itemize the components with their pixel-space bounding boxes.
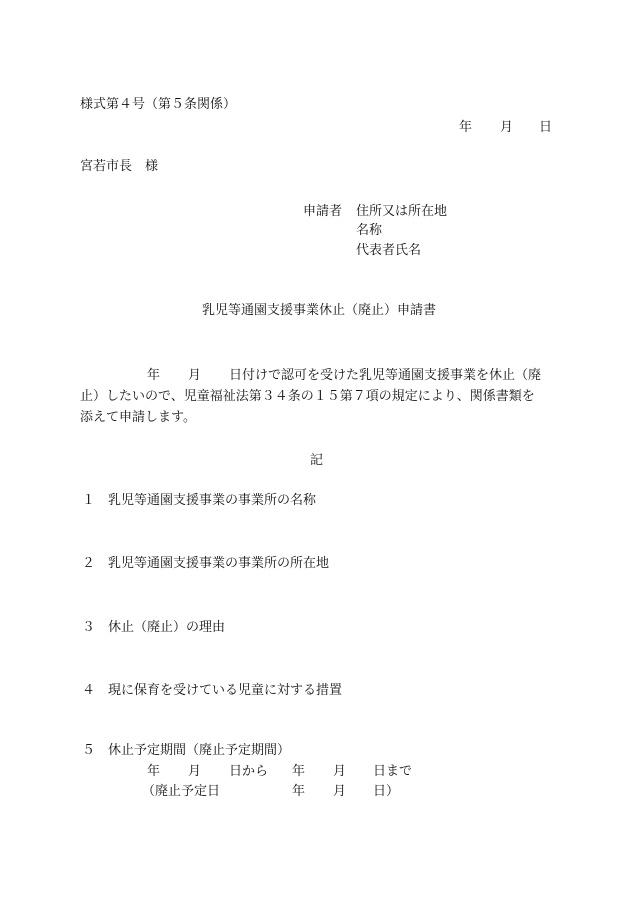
ki-heading: 記	[310, 453, 324, 468]
document-title: 乳児等通園支援事業休止（廃止）申請書	[202, 303, 437, 318]
item-4-number: ４	[82, 683, 96, 698]
representative-label: 代表者氏名	[356, 243, 422, 258]
item-1-text: 乳児等通園支援事業の事業所の名称	[108, 493, 317, 508]
period-year2: 年	[292, 764, 306, 779]
body-line3: 添えて申請します。	[80, 410, 196, 425]
item-5-number: ５	[82, 743, 96, 758]
period-from: 日から	[229, 764, 269, 779]
addressee: 宮若市長 様	[80, 159, 159, 174]
body-year: 年	[147, 368, 161, 383]
body-month: 月	[188, 368, 202, 383]
applicant-label: 申請者	[303, 204, 343, 219]
item-3-number: ３	[82, 620, 96, 635]
item-3-text: 休止（廃止）の理由	[108, 620, 226, 635]
date-day: 日	[539, 120, 553, 135]
item-2-text: 乳児等通園支援事業の事業所の所在地	[108, 556, 330, 571]
item-2-number: ２	[82, 556, 96, 571]
address-label: 住所又は所在地	[356, 204, 448, 219]
abolition-label: （廃止予定日	[142, 784, 221, 799]
body-line1-rest: 日付けで認可を受けた乳児等通園支援事業を休止（廃	[229, 368, 542, 383]
abolition-end: 日）	[373, 784, 400, 799]
item-5-text: 休止予定期間（廃止予定期間）	[108, 743, 291, 758]
item-4-text: 現に保育を受けている児童に対する措置	[108, 683, 343, 698]
date-month: 月	[500, 120, 514, 135]
abolition-month: 月	[333, 784, 347, 799]
body-line2: 止）したいので、児童福祉法第３４条の１５第７項の規定により、関係書類を	[80, 389, 535, 404]
name-label: 名称	[356, 223, 383, 238]
period-month: 月	[188, 764, 202, 779]
period-until: 日まで	[373, 764, 413, 779]
abolition-year: 年	[292, 784, 306, 799]
period-year: 年	[147, 764, 161, 779]
form-number: 様式第４号（第５条関係）	[80, 97, 237, 112]
item-1-number: １	[82, 493, 96, 508]
period-month2: 月	[333, 764, 347, 779]
date-year: 年	[459, 120, 473, 135]
